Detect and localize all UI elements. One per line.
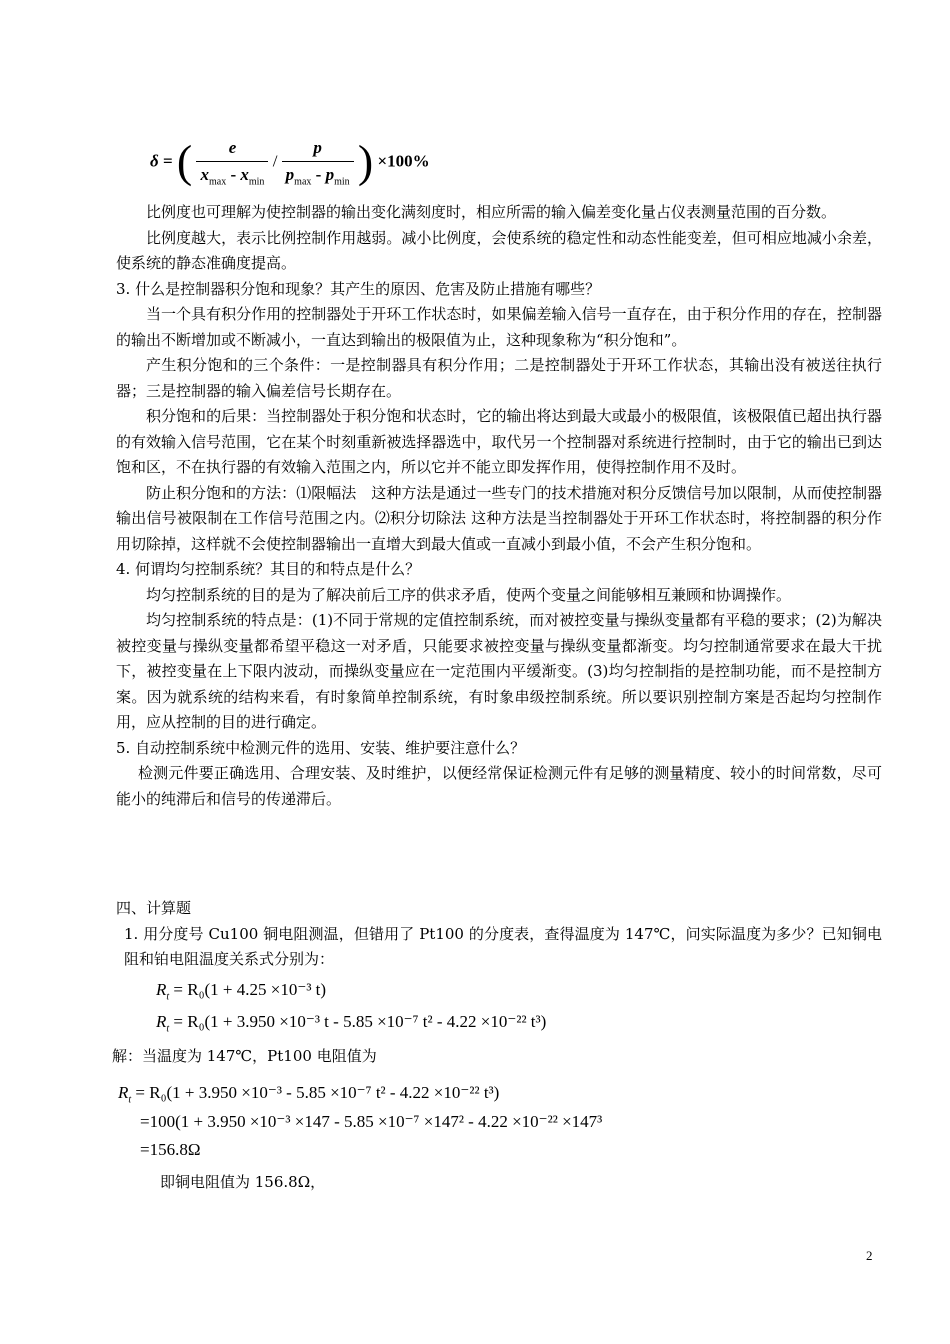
calc-line-3: =156.8Ω	[140, 1140, 201, 1159]
paragraph: 检测元件要正确选用、合理安装、及时维护，以便经常保证检测元件有足够的测量精度、较小的时间常数，尽可能小的纯滞后和信号的传递滞后。	[116, 764, 882, 808]
fraction-e: $\frac{e}{x_{max} - x_{min}}$	[196, 138, 268, 185]
calc-line-2: =100(1 + 3.950 ×10⁻³ ×147 - 5.85 ×10⁻⁷ ×147² - 4.22 ×10⁻²² ×147³	[140, 1112, 603, 1131]
paragraph: 积分饱和的后果：当控制器处于积分饱和状态时，它的输出将达到最大或最小的极限值，该极限值已超出执行器的有效输入信号范围，它在某个时刻重新被选择器选中，取代另一个控制器对系统进行控制时，由于它的输出已到达饱和区，不在执行器的有效输入范围之内，所以它并不能立即发挥作用，使得控制作用不及时。	[116, 407, 882, 476]
question-4: 4. 何谓均匀控制系统？其目的和特点是什么？	[116, 560, 421, 578]
paragraph: 均匀控制系统的目的是为了解决前后工序的供求矛盾，使两个变量之间能够相互兼顾和协调操作。	[146, 585, 792, 604]
times-100-percent: ×100%	[377, 151, 430, 171]
paragraph: 均匀控制系统的特点是：(1)不同于常规的定值控制系统，而对被控变量与操纵变量都有平稳的要求；(2)为解决被控变量与操纵变量都希望平稳这一对矛盾，只能要求被控变量与操纵变量都渐变。均匀控制通常要求在最大干扰下，被控变量在上下限内波动，而操纵变量应在一定范围内平缓渐变。(3)均匀控制指的是控制功能，而不是控制方案。因为就系统的结构来看，有时象简单控制系统，有时象串级控制系统。所以要识别控制方案是否起均匀控制作用，应从控制的目的进行确定。	[116, 611, 883, 731]
question-5: 5. 自动控制系统中检测元件的选用、安装、维护要注意什么？	[116, 738, 526, 757]
section-heading: 四、计算题	[116, 899, 192, 917]
solution-line: 解：当温度为 147℃，Pt100 电阻值为	[112, 1047, 377, 1065]
solution-intro	[112, 1044, 878, 1070]
paragraph: 当一个具有积分作用的控制器处于开环工作状态时，如果偏差输入信号一直存在，由于积分作用的存在，控制器的输出不断增加或不断减小，一直达到输出的极限值为止，这种现象称为“积分饱和”。	[116, 305, 882, 349]
paragraph: 产生积分饱和的三个条件：一是控制器具有积分作用；二是控制器处于开环工作状态，其输出没有被送往执行器；三是控制器的输入偏差信号长期存在。	[116, 356, 882, 400]
paragraph: 防止积分饱和的方法：⑴限幅法 这种方法是通过一些专门的技术措施对积分反馈信号加以限制，从而使控制器输出信号被限制在工作信号范围之内。⑵积分切除法 这种方法是当控制器处于开环工作状态时，将控制器的积分作用切除掉，这样就不会使控制器输出一直增大到最大值或一直减小到最小值，不会产生积分饱和。	[116, 483, 882, 553]
calc-line-1: $R_t = R_0(1 + 3.950 \times 10^{-3} - 5.85 \times 10^{-7}$ t² - 4.22 ×10⁻²² t³)	[118, 1083, 500, 1106]
paragraph: 比例度也可理解为使控制器的输出变化满刻度时，相应所需的输入偏差变化量占仪表测量范围的百分数。	[146, 203, 837, 221]
page-number: 2	[866, 1248, 873, 1263]
fraction-p: $\frac{p}{p_{max} - p_{min}}$	[282, 138, 354, 185]
paragraph: 比例度越大，表示比例控制作用越弱。减小比例度，会使系统的稳定性和动态性能变差，但可相应地减小余差，使系统的静态准确度提高。	[116, 228, 882, 272]
cu-formula: $R_t = R_0(1 + 4.25 \times 10^{-3}$ t)	[156, 980, 327, 1003]
delta-formula: δ = ( $\frac{e}{x_{max} - x_{min}}$ / $\frac{p}{p_{max} - p_{min}}$ ) ×100%	[150, 135, 430, 188]
body-text	[116, 200, 882, 812]
calc-question-1: 1. 用分度号 Cu100 铜电阻测温，但错用了 Pt100 的分度表，查得温度为 147℃，问实际温度为多少？已知铜电阻和铂电阻温度关系式分别为：	[124, 924, 882, 968]
calc-section	[116, 896, 882, 973]
conclusion-line: 即铜电阻值为 156.8Ω，	[160, 1173, 326, 1191]
conclusion	[160, 1170, 860, 1196]
question-3: 3. 什么是控制器积分饱和现象？其产生的原因、危害及防止措施有哪些？	[116, 279, 601, 298]
pt-formula: $R_t = R_0(1 + 3.950 \times 10^{-3}$ t - 5.85 ×10⁻⁷ t² - 4.22 ×10⁻²² t³)	[156, 1012, 547, 1035]
delta-symbol: δ	[150, 151, 159, 171]
